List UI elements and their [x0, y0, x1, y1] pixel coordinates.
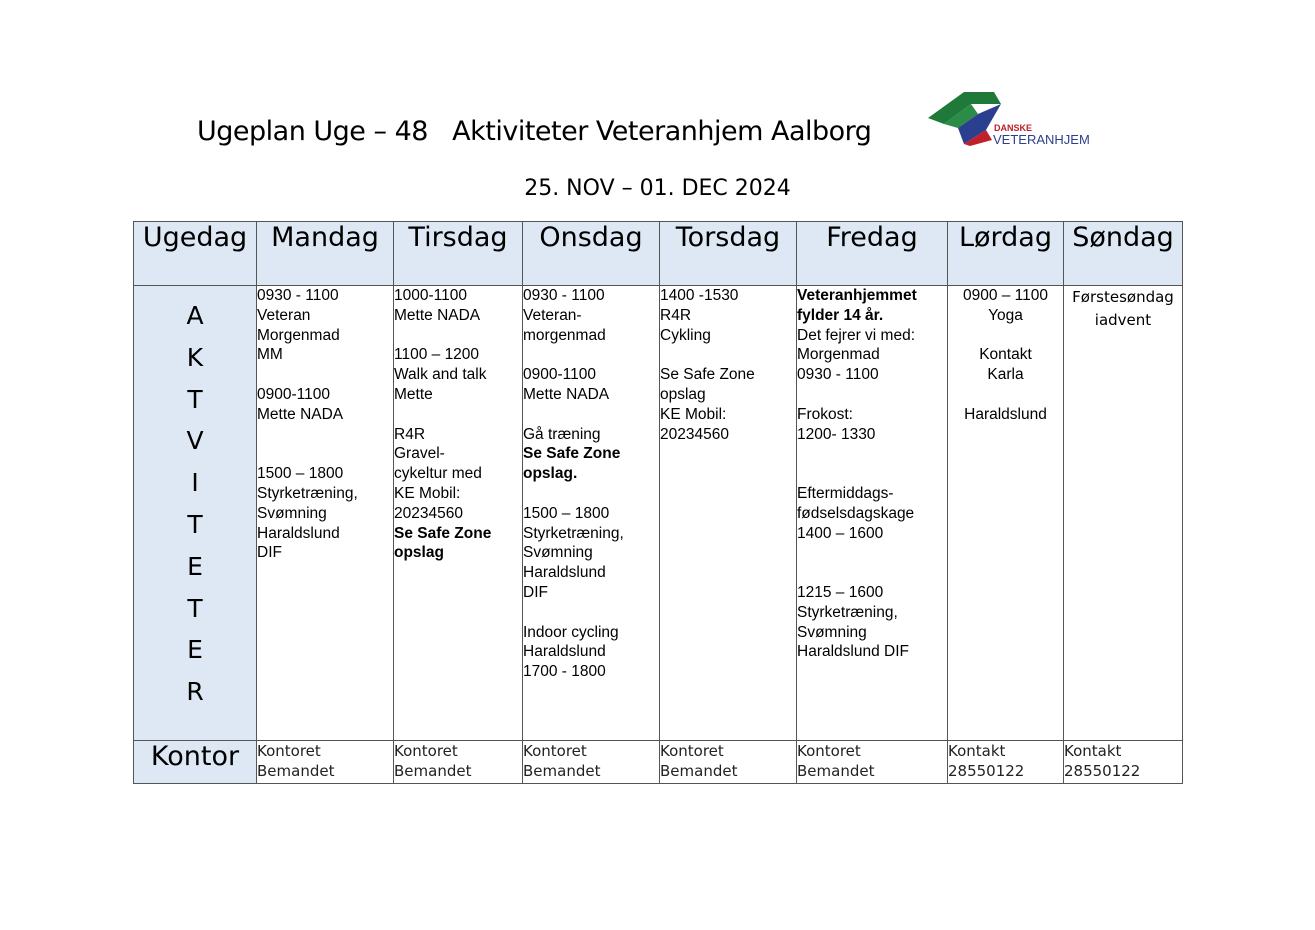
activity-line — [660, 345, 796, 365]
col-header-torsdag: Torsdag — [660, 222, 797, 286]
activity-line — [797, 444, 947, 464]
activity-line-bold: fylder 14 år. — [797, 306, 884, 324]
kontor-line2: 28550122 — [1064, 762, 1141, 780]
header-row — [134, 222, 1183, 286]
activity-line: Haraldslund DIF — [797, 643, 909, 661]
activities-letter: E — [187, 551, 203, 581]
activities-letter: K — [186, 342, 204, 372]
activity-line: Mette NADA — [523, 385, 610, 403]
kontor-tirsdag — [394, 741, 523, 784]
kontor-line1: Kontoret — [660, 742, 724, 760]
kontor-fredag — [797, 741, 948, 784]
activity-line-bold: opslag — [394, 544, 444, 562]
activity-line: Mette NADA — [394, 306, 481, 324]
kontor-onsdag — [523, 741, 660, 784]
activity-line: 1000-1100 — [394, 287, 467, 304]
activity-line — [523, 603, 659, 623]
cell-onsdag — [523, 286, 660, 741]
activity-line — [523, 484, 659, 504]
kontor-line1: Kontoret — [797, 742, 861, 760]
activity-line: Det fejrer vi med: — [797, 326, 916, 344]
activity-line: cykeltur med — [394, 465, 482, 483]
kontor-line2: Bemandet — [660, 762, 738, 780]
activity-line: advent — [1098, 310, 1152, 329]
activity-line: Svømning — [523, 544, 593, 562]
activity-line: Frokost: — [797, 405, 853, 423]
kontor-line1: Kontoret — [394, 742, 458, 760]
kontor-line1: Kontoret — [257, 742, 321, 760]
activity-line-bold: Se Safe Zone — [523, 445, 621, 463]
activity-line: Styrketræning, — [797, 603, 898, 621]
activity-line: KE Mobil: — [660, 405, 727, 423]
activity-line — [797, 543, 947, 563]
activity-line — [523, 345, 659, 365]
cell-sondag — [1064, 286, 1183, 741]
activity-line: 1400 – 1600 — [797, 524, 884, 542]
activity-line: 0900 – 1100 — [962, 287, 1049, 304]
activity-line: 1700 - 1800 — [523, 663, 606, 681]
date-range: 25. NOV – 01. DEC 2024 — [524, 176, 791, 201]
kontor-line2: Bemandet — [394, 762, 472, 780]
activity-line-bold: opslag. — [523, 465, 578, 483]
activity-line — [523, 405, 659, 425]
activity-line: opslag — [660, 385, 706, 403]
activities-letter: A — [186, 301, 204, 330]
activity-line: Styrketræning, — [257, 484, 358, 502]
kontor-line2: Bemandet — [523, 762, 601, 780]
activity-line: Svømning — [797, 623, 867, 641]
activity-line: Haraldslund — [964, 405, 1047, 423]
activities-label — [134, 286, 257, 741]
activities-letter: T — [187, 593, 203, 623]
activity-line: Morgenmad — [257, 326, 340, 344]
activity-line: 0900-1100 — [257, 385, 330, 403]
activity-line: Veteran- — [523, 306, 582, 324]
activity-line: 0900-1100 — [523, 366, 596, 384]
activity-line: 1500 – 1800 — [523, 504, 610, 522]
col-header-lordag: Lørdag — [948, 222, 1064, 286]
kontor-lordag — [948, 741, 1064, 784]
activity-line: Første — [1072, 288, 1120, 306]
activities-letter: V — [186, 426, 204, 456]
activity-line: MM — [257, 346, 283, 364]
activity-line: 20234560 — [394, 504, 463, 522]
activity-line: Karla — [987, 366, 1024, 384]
activity-line: Haraldslund — [257, 524, 340, 542]
kontor-label: Kontor — [134, 741, 257, 784]
kontor-line1: Kontakt — [1064, 742, 1122, 760]
kontor-line2: 28550122 — [948, 762, 1025, 780]
cell-fredag — [797, 286, 948, 741]
activities-letter: R — [186, 677, 204, 707]
col-header-tirsdag: Tirsdag — [394, 222, 523, 286]
activity-line: R4R — [660, 306, 692, 324]
activity-line: Eftermiddags- — [797, 484, 894, 502]
activity-line: 1100 – 1200 — [394, 346, 480, 364]
activities-letter: T — [187, 509, 203, 539]
activity-line: Styrketræning, — [523, 524, 624, 542]
activity-line: Gå træning — [523, 425, 601, 443]
activities-letter: T — [187, 384, 203, 414]
kontor-line2: Bemandet — [257, 762, 335, 780]
cell-lordag — [948, 286, 1064, 741]
col-header-sondag: Søndag — [1064, 222, 1183, 286]
activity-line-bold: Se Safe Zone — [394, 524, 492, 542]
activity-line: 1500 – 1800 — [257, 465, 344, 483]
cell-torsdag — [660, 286, 797, 741]
activity-line — [797, 385, 947, 405]
activity-line: Mette NADA — [257, 405, 344, 423]
logo-text-top: DANSKE — [994, 123, 1033, 133]
activity-line — [394, 326, 522, 346]
col-header-fredag: Fredag — [797, 222, 948, 286]
activity-line: 0930 - 1100 — [523, 287, 605, 304]
kontor-torsdag — [660, 741, 797, 784]
week-plan-table — [133, 221, 1183, 784]
activities-row — [134, 286, 1183, 741]
activity-line: Haraldslund — [523, 564, 606, 582]
activity-line: Se Safe Zone — [660, 366, 755, 384]
activity-line: søndag i — [1094, 288, 1174, 329]
activity-line: Mette — [394, 385, 433, 403]
activity-line: 1200- 1330 — [797, 425, 876, 443]
page-title: Ugeplan Uge – 48 Aktiviteter Veteranhjem Aalborg — [197, 116, 872, 147]
activity-line: DIF — [523, 583, 548, 601]
activity-line: fødselsdagskage — [797, 504, 915, 522]
activity-line — [257, 365, 393, 385]
activity-line — [948, 385, 1063, 405]
activity-line: 20234560 — [660, 425, 729, 443]
activity-line — [948, 326, 1063, 346]
activity-line: 0930 - 1100 — [257, 287, 339, 304]
activity-line: R4R — [394, 425, 426, 443]
activity-line: 1215 – 1600 — [797, 583, 884, 601]
activity-line: Gravel- — [394, 445, 445, 463]
activity-line: Haraldslund — [523, 643, 606, 661]
activity-line: Morgenmad — [797, 346, 880, 364]
kontor-line2: Bemandet — [797, 762, 875, 780]
danske-veteranhjem-logo — [926, 90, 1126, 150]
activity-line — [797, 464, 947, 484]
kontor-line1: Kontoret — [523, 742, 587, 760]
activity-line: Indoor cycling — [523, 623, 619, 641]
logo-text-bottom: VETERANHJEM — [993, 132, 1090, 147]
col-header-onsdag: Onsdag — [523, 222, 660, 286]
activity-line: KE Mobil: — [394, 484, 461, 502]
activity-line: Cykling — [660, 326, 711, 344]
activity-line: 0930 - 1100 — [797, 366, 879, 384]
activity-line: 1400 -1530 — [660, 287, 739, 304]
activity-line: morgenmad — [523, 326, 606, 344]
kontor-sondag — [1064, 741, 1183, 784]
col-header-mandag: Mandag — [257, 222, 394, 286]
activity-line — [257, 425, 393, 445]
activities-letter: E — [187, 635, 203, 665]
col-header-ugedag: Ugedag — [134, 222, 257, 286]
activity-line: DIF — [257, 544, 282, 562]
activity-line — [257, 444, 393, 464]
activities-letter: I — [191, 468, 199, 498]
activity-line — [394, 405, 522, 425]
cell-tirsdag — [394, 286, 523, 741]
activity-line — [797, 563, 947, 583]
activity-line: Kontakt — [979, 346, 1032, 364]
kontor-mandag — [257, 741, 394, 784]
kontor-row — [134, 741, 1183, 784]
activity-line-bold: Veteranhjemmet — [797, 287, 917, 304]
activity-line: Walk and talk — [394, 366, 487, 384]
cell-mandag — [257, 286, 394, 741]
activity-line: Yoga — [988, 306, 1023, 324]
activity-line: Veteran — [257, 306, 311, 324]
activity-line: Svømning — [257, 504, 327, 522]
kontor-line1: Kontakt — [948, 742, 1006, 760]
